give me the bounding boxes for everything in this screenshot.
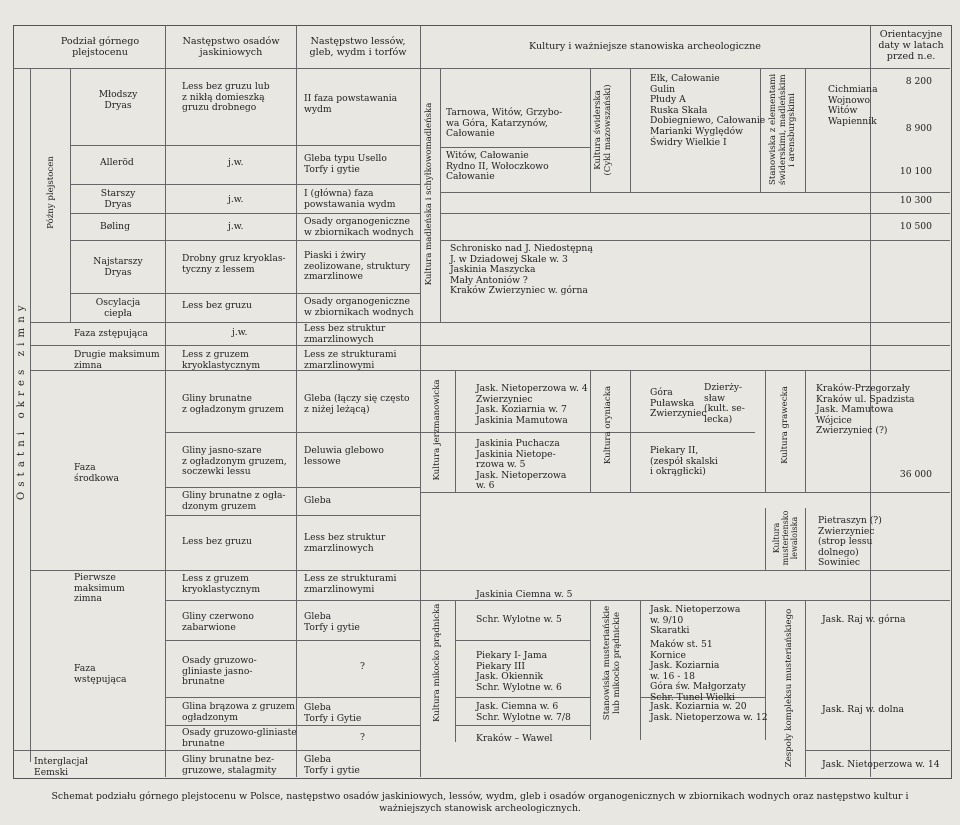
culture-sites: Jask. Ciemna w. 6 Schr. Wylotne w. 7/8 <box>476 701 571 723</box>
culture-divider <box>630 68 631 192</box>
cave-deposit: Osady gruzowo-gliniaste brunatne <box>182 727 297 749</box>
culture-divider <box>765 370 766 492</box>
culture-sites: Dzierży- sław (kult. se- lecka) <box>704 382 745 425</box>
loess-deposit: Osady organogeniczne w zbiornikach wodnych <box>304 216 414 238</box>
culture-micoquian: Kultura mikocko prądnicka <box>432 603 442 722</box>
culture-divider <box>805 508 806 570</box>
loess-deposit: Gleba Torfy i gytie <box>304 754 360 776</box>
cave-deposit: j.w. <box>228 157 244 168</box>
loess-deposit: Deluwia glebowo lessowe <box>304 445 384 467</box>
culture-magdalenian: Kultura madleńska i schyłkowomadleńska <box>424 102 434 286</box>
loess-deposit: Piaski i żwiry zeolizowane, struktury zmarzlinowe <box>304 250 411 283</box>
loess-deposit: Gleba Torfy i gytie <box>304 611 360 633</box>
row-divider <box>420 492 950 493</box>
culture-divider <box>455 600 456 742</box>
culture-sites: Tarnowa, Witów, Grzybo- wa Góra, Katarzynów, Całowanie <box>446 107 563 140</box>
culture-sites: Kraków – Wawel <box>476 733 553 744</box>
date-label: 8 900 <box>905 123 932 134</box>
cave-deposit: Gliny czerwono zabarwione <box>182 611 254 633</box>
header-divider <box>13 68 950 69</box>
culture-divider <box>590 68 591 192</box>
col-divider <box>296 25 297 777</box>
culture-sites: Schronisko nad J. Niedostępną J. w Dziadowej Skale w. 3 Jaskinia Maszycka Mały Antoniów ? Kraków Zwierzyniec w. górna <box>450 243 593 297</box>
row-divider <box>805 750 950 751</box>
row-divider <box>165 515 420 516</box>
row-divider <box>440 240 950 241</box>
period-starszy: Starszy Dryas <box>100 188 136 210</box>
date-label: 10 300 <box>899 195 932 206</box>
row-divider <box>70 240 420 241</box>
period-faza-srodkowa: Faza środkowa <box>74 462 119 484</box>
culture-sites: Cichmiana Wojnowo Witów Wapiennik <box>828 84 878 127</box>
date-label: 36 000 <box>899 469 932 480</box>
row-divider <box>165 487 420 488</box>
culture-mousterian-complex: Zespoły kompleksu musteriańskiego <box>784 608 794 768</box>
loess-deposit: Gleba Torfy i Gytie <box>304 702 362 724</box>
row-divider <box>13 750 420 751</box>
row-divider <box>70 213 420 214</box>
culture-divider <box>440 68 441 322</box>
header-dates: Orientacyjne daty w latach przed n.e. <box>878 29 944 62</box>
period-boling: Bøling <box>100 221 130 232</box>
date-label: 10 500 <box>899 221 932 232</box>
row-divider <box>440 213 950 214</box>
row-divider <box>30 345 950 346</box>
row-divider <box>165 697 420 698</box>
cave-deposit: Gliny jasno-szare z ogładzonym gruzem, soczewki lessu <box>182 445 287 478</box>
culture-mousterian-sites: Stanowiska musteriańskie lub mikocko prądnickie <box>602 605 622 721</box>
culture-sites: Jask. Raj w. dolna <box>822 704 905 715</box>
loess-deposit: Less bez struktur zmarzlinowych <box>304 532 386 554</box>
row-divider <box>70 293 420 294</box>
culture-sites: Jask. Nietoperzowa w. 14 <box>822 759 940 770</box>
culture-sites: Jaskinia Ciemna w. 5 <box>476 589 573 600</box>
culture-mousterian-levallois: Kultura musteriensko lewaloiska <box>772 510 799 566</box>
row-divider <box>165 725 420 726</box>
culture-sites: Kraków-Przegorzały Kraków ul. Spadzista Jask. Mamutowa Wójcice Zwierzyniec (?) <box>816 383 915 437</box>
loess-deposit: ? <box>360 661 365 672</box>
loess-deposit: I (główna) faza powstawania wydm <box>304 188 396 210</box>
culture-jerzmanowician: Kultura jerzmanowicka <box>432 379 442 481</box>
row-divider <box>455 725 590 726</box>
cave-deposit: Drobny gruz kryoklas- tyczny z lessem <box>182 253 286 275</box>
row-divider <box>165 432 755 433</box>
period-interglacjal: Interglacjał Eemski <box>34 756 88 778</box>
col-divider <box>420 25 421 777</box>
row-divider <box>30 570 950 571</box>
culture-sites: Pietraszyn (?) Zwierzyniec (strop lessu dolnego) Sowiniec <box>818 515 882 569</box>
cave-deposit: Glina brązowa z gruzem ogładzonym <box>182 701 295 723</box>
header-loess: Następstwo lessów, gleb, wydm i torfów <box>309 36 407 58</box>
loess-deposit: Osady organogeniczne w zbiornikach wodnych <box>304 296 414 318</box>
culture-divider <box>590 600 591 740</box>
culture-mixed-sites: Stanowiska z elementami świderskimi, madleńskim i arensburgskimi <box>768 73 798 185</box>
header-cultures: Kultury i ważniejsze stanowiska archeologiczne <box>529 41 761 52</box>
cave-deposit: j.w. <box>228 221 244 232</box>
cave-deposit: Gliny brunatne bez- gruzowe, stalagmity <box>182 754 277 776</box>
cave-deposit: Gliny brunatne z ogładzonym gruzem <box>182 393 284 415</box>
culture-sites: Jaskinia Puchacza Jaskinia Nietope- rzowa w. 5 Jask. Nietoperzowa w. 6 <box>476 438 567 492</box>
period-najstarszy: Najstarszy Dryas <box>93 256 143 278</box>
culture-sites: Jask. Nietoperzowa w. 9/10 Skaratki <box>650 604 741 637</box>
row-divider <box>455 697 590 698</box>
loess-deposit: Gleba <box>304 495 332 506</box>
row-divider <box>70 184 420 185</box>
row-divider <box>30 370 950 371</box>
culture-sites: Piekary II, (zespół skalski i okrągłicki) <box>650 445 718 478</box>
culture-divider <box>765 508 766 570</box>
loess-deposit: Less ze strukturami zmarzlinowymi <box>304 349 397 371</box>
row-divider <box>455 640 590 641</box>
loess-deposit: Gleba (łączy się często z niżej leżącą) <box>304 393 410 415</box>
cave-deposit: Less z gruzem kryoklastycznym <box>182 349 261 371</box>
cave-deposit: Less bez gruzu <box>182 300 252 311</box>
culture-aurignacian: Kultura oryniacka <box>603 385 613 465</box>
row-divider <box>165 640 420 641</box>
cave-deposit: Gliny brunatne z ogła- dzonym gruzem <box>182 490 286 512</box>
cave-deposit: Osady gruzowo- gliniaste jasno- brunatne <box>182 655 257 688</box>
period-drugie-maksimum: Drugie maksimum zimna <box>74 349 160 371</box>
culture-sites: Witów, Całowanie Rydno II, Wołoczkowo Całowanie <box>446 150 549 183</box>
row-divider <box>440 147 590 148</box>
side-divider <box>70 68 71 322</box>
row-divider <box>165 600 420 601</box>
culture-divider <box>455 370 456 492</box>
loess-deposit: Less ze strukturami zmarzlinowymi <box>304 573 397 595</box>
cave-deposit: Less z gruzem kryoklastycznym <box>182 573 261 595</box>
cave-deposit: Less bez gruzu <box>182 536 252 547</box>
loess-deposit: ? <box>360 732 365 743</box>
culture-divider <box>805 370 806 492</box>
loess-deposit: Gleba typu Usello Torfy i gytie <box>304 153 387 175</box>
culture-divider <box>640 600 641 740</box>
side-divider <box>30 68 31 762</box>
culture-sites: Jask. Nietoperzowa w. 4 Zwierzyniec Jask. Koziarnia w. 7 Jaskinia Mamutowa <box>476 383 588 426</box>
cave-deposit: j.w. <box>232 327 248 338</box>
loess-deposit: II faza powstawania wydm <box>304 93 398 115</box>
side-label-cold: O s t a t n i o k r e s z i m n y <box>16 304 27 500</box>
figure-caption: Schemat podziału górnego plejstocenu w Polsce, następstwo osadów jaskiniowych, lessów, wydm, gleb i osadów organogenicznych w zbiornikach wodnych oraz następstwo kultur i ważniejszych stanowisk archeologicznych. <box>51 791 909 814</box>
culture-gravettian: Kultura grawecka <box>780 386 790 464</box>
loess-deposit: Less bez struktur zmarzlinowych <box>304 323 386 345</box>
culture-sites: Ełk, Całowanie Gulin Płudy A Ruska Skała Dobiegniewo, Całowanie Marianki Wyględów Świdry Wielkie I <box>650 73 766 148</box>
date-label: 10 100 <box>899 166 932 177</box>
culture-sites: Piekary I- Jama Piekary III Jask. Okiennik Schr. Wylotne w. 6 <box>476 650 562 693</box>
period-faza-wstepujaca: Faza wstępująca <box>74 663 127 685</box>
culture-divider <box>805 68 806 192</box>
culture-divider <box>630 370 631 492</box>
cave-deposit: j.w. <box>228 194 244 205</box>
row-divider <box>440 192 950 193</box>
side-label-late: Późny plejstocen <box>46 156 56 229</box>
period-allerod: Alleröd <box>100 157 134 168</box>
header-division: Podział górnego plejstocenu <box>60 36 140 58</box>
culture-sites: Góra Puławska Zwierzyniec <box>650 387 707 420</box>
culture-sites: Maków st. 51 Kornice Jask. Koziarnia w. 16 - 18 Góra św. Małgorzaty Schr. Tunel Wielki <box>650 639 746 703</box>
col-divider <box>165 25 166 777</box>
culture-swiderian: Kultura świderska (Cykl mazowszański) <box>593 84 613 176</box>
cave-deposit: Less bez gruzu lub z nikłą domieszką gruzu drobnego <box>182 81 270 114</box>
period-pierwsze-maksimum: Pierwsze maksimum zimna <box>74 572 125 605</box>
culture-sites: Schr. Wylotne w. 5 <box>476 614 562 625</box>
period-mlodszy: Młodszy Dryas <box>98 89 138 111</box>
culture-sites: Jask. Raj w. górna <box>822 614 906 625</box>
culture-divider <box>590 370 591 492</box>
header-cave: Następstwo osadów jaskiniowych <box>182 36 280 58</box>
period-oscylacja: Oscylacja ciepła <box>95 297 141 319</box>
row-divider <box>70 145 420 146</box>
row-divider <box>30 322 950 323</box>
culture-sites: Jask. Koziarnia w. 20 Jask. Nietoperzowa w. 12 <box>650 701 768 723</box>
date-label: 8 200 <box>905 76 932 87</box>
period-faza-zstepujaca: Faza zstępująca <box>74 328 148 339</box>
